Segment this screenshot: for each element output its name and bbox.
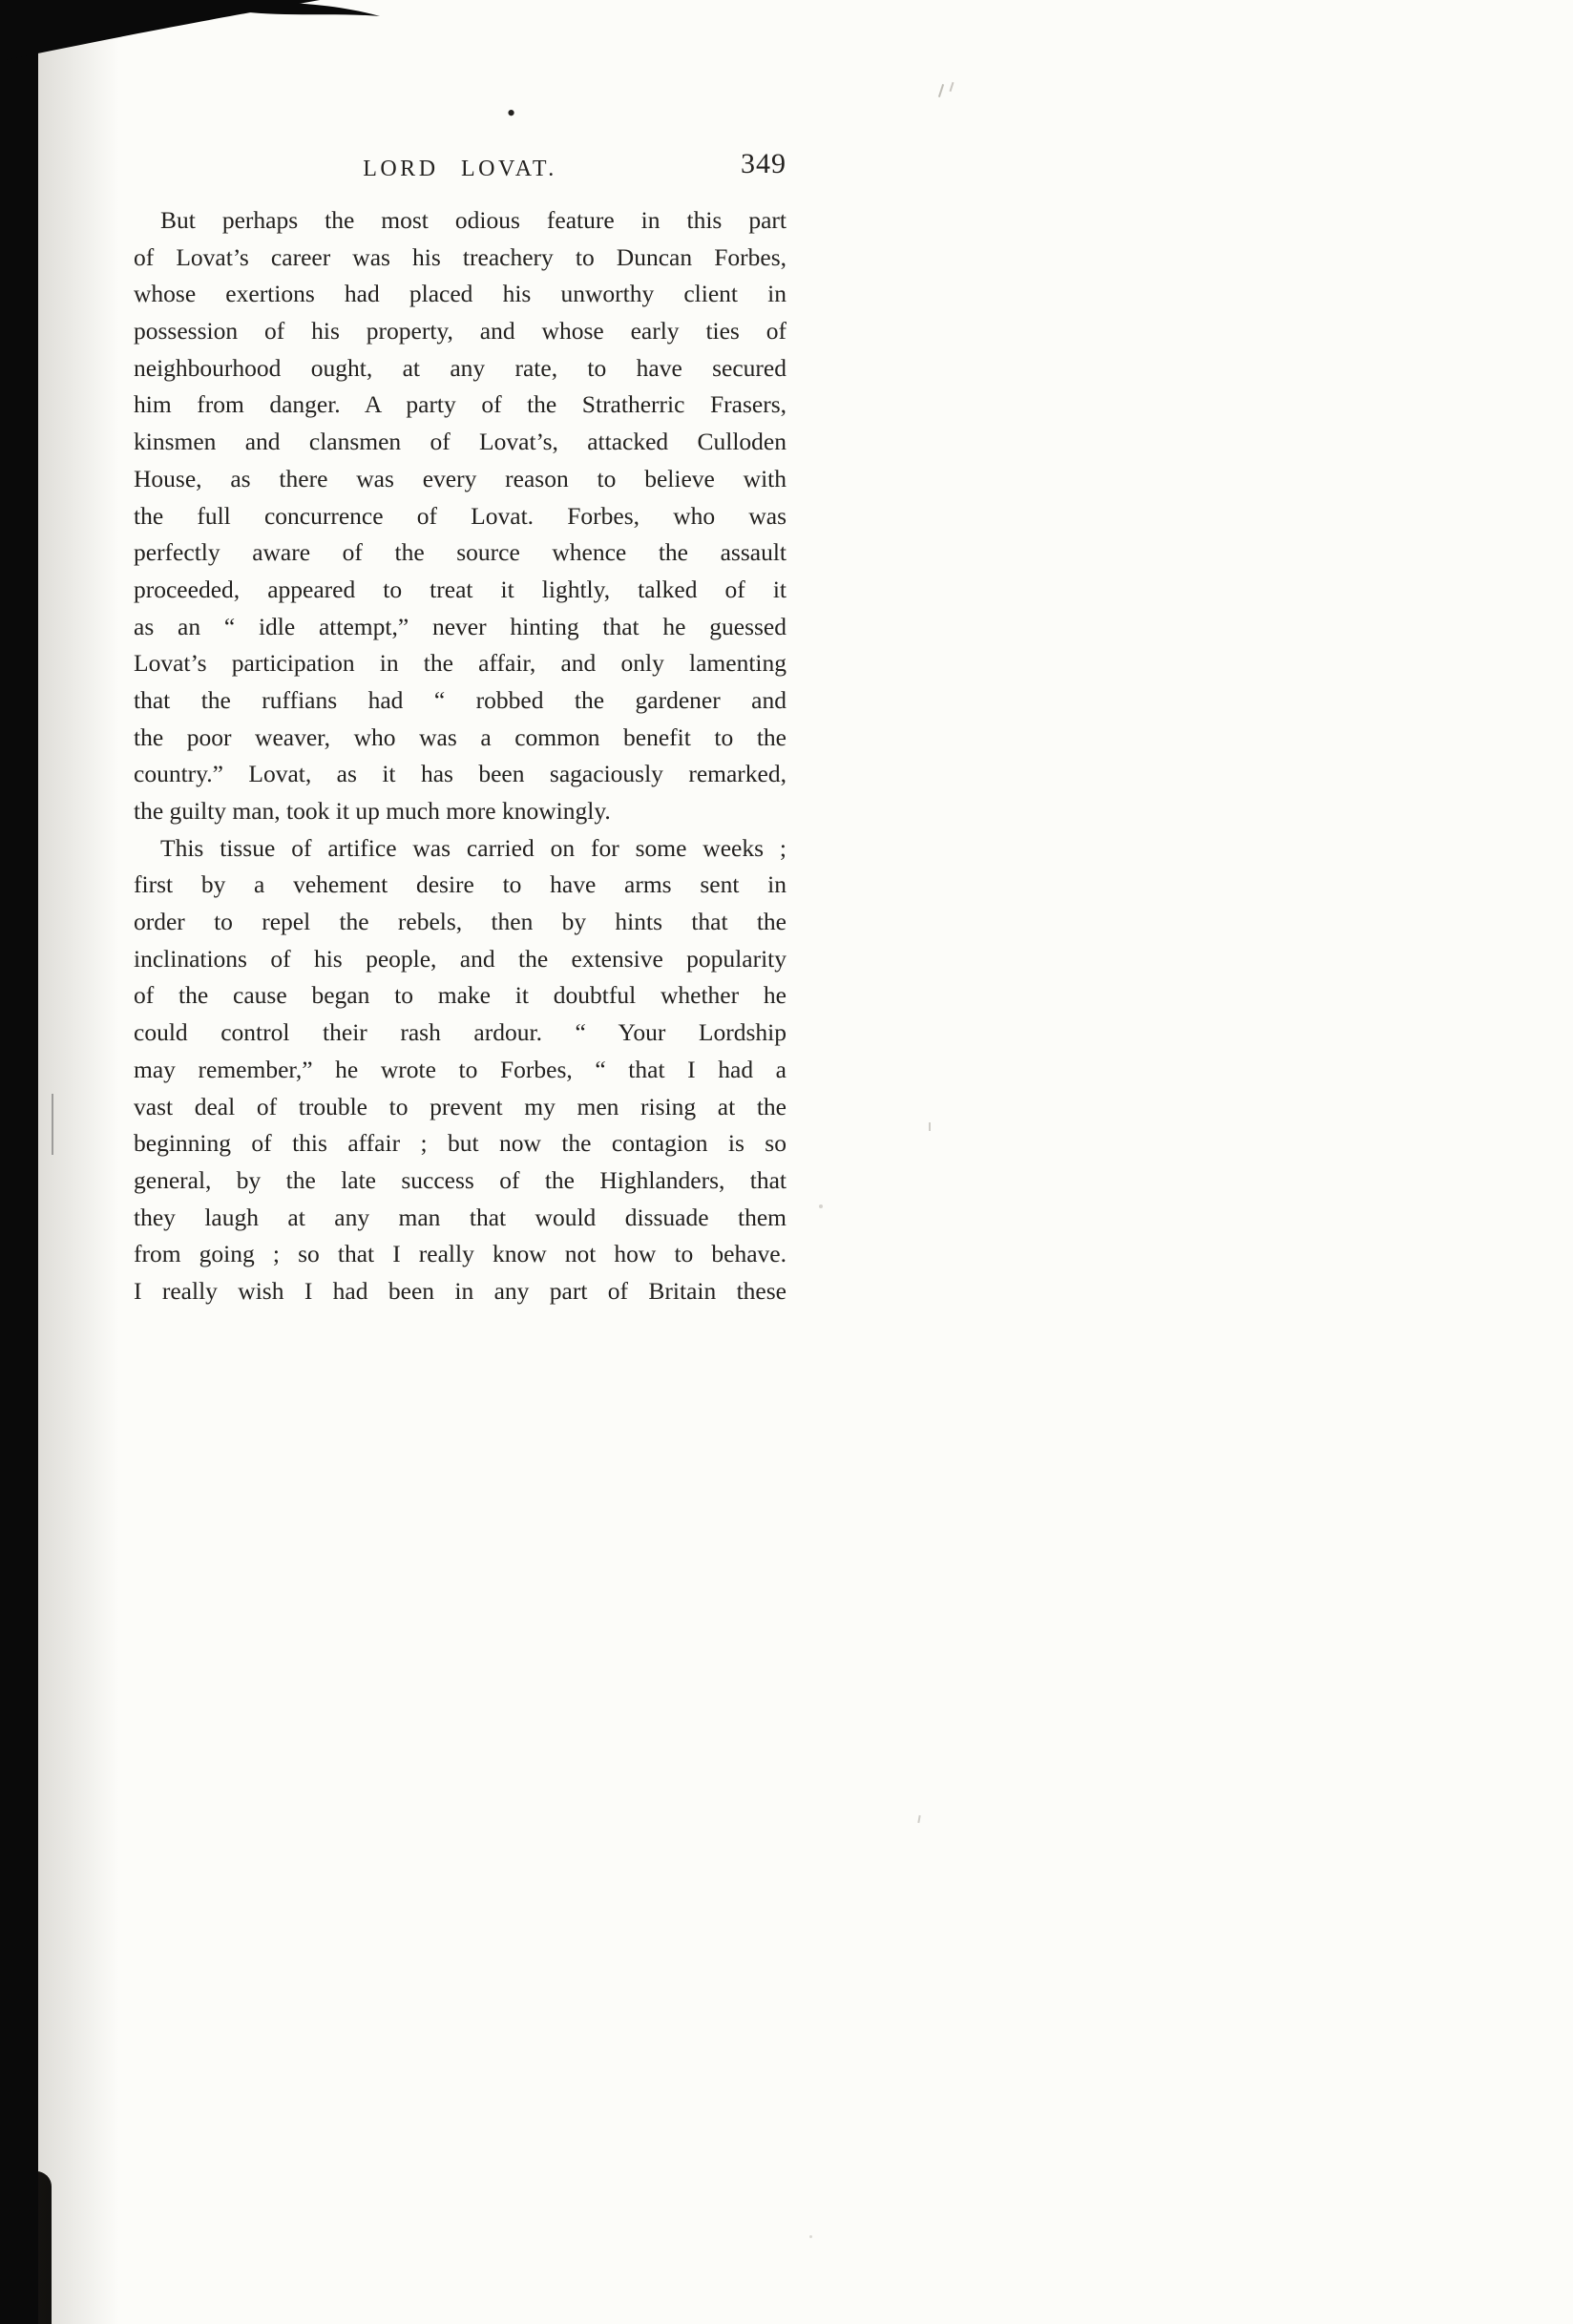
text-line: as an “ idle attempt,” never hinting that he guessed	[134, 612, 786, 640]
text-line: kinsmen and clansmen of Lovat’s, attacked Culloden	[134, 428, 786, 456]
text-line: him from danger. A party of the Stratherric Frasers,	[134, 390, 786, 419]
text-line: that the ruffians had “ robbed the gardener and	[134, 685, 786, 714]
page-number: 349	[741, 148, 786, 179]
text-line: neighbourhood ought, at any rate, to have secured	[134, 353, 786, 382]
paragraph	[134, 830, 786, 1310]
text-line: the guilty man, took it up much more knowingly.	[134, 797, 611, 825]
text-line: country.” Lovat, as it has been sagaciously remarked,	[134, 760, 786, 788]
text-line: could control their rash ardour. “ Your Lordship	[134, 1018, 786, 1047]
text-line: House, as there was every reason to believe with	[134, 464, 786, 492]
text-line: the full concurrence of Lovat. Forbes, who was	[134, 501, 786, 530]
text-line: from going ; so that I really know not how to behave.	[134, 1240, 786, 1268]
text-line: perfectly aware of the source whence the assault	[134, 538, 786, 567]
scan-speck	[938, 84, 944, 97]
text-line: I really wish I had been in any part of Britain these	[134, 1276, 786, 1305]
page-header	[134, 148, 786, 193]
text-line: order to repel the rebels, then by hints that the	[134, 908, 786, 936]
text-line: general, by the late success of the Highlanders, that	[134, 1165, 786, 1194]
text-line: the poor weaver, who was a common benefit to the	[134, 722, 786, 751]
book-binding-edge-bottom	[0, 2171, 52, 2324]
text-line: vast deal of trouble to prevent my men rising at the	[134, 1092, 786, 1120]
page-curl-artifact	[0, 0, 410, 95]
text-line: of the cause began to make it doubtful whether he	[134, 981, 786, 1010]
scan-speck	[52, 1094, 53, 1155]
text-line: beginning of this affair ; but now the contagion is so	[134, 1129, 786, 1158]
text-line: whose exertions had placed his unworthy client in	[134, 280, 786, 308]
text-line: possession of his property, and whose early ties of	[134, 317, 786, 345]
running-title: LORD LOVAT.	[363, 157, 557, 181]
text-line: they laugh at any man that would dissuade them	[134, 1203, 786, 1231]
scan-speck	[809, 2235, 812, 2238]
paragraph	[134, 202, 786, 830]
text-line: first by a vehement desire to have arms sent in	[134, 870, 786, 899]
text-line: This tissue of artifice was carried on for some weeks ;	[160, 833, 786, 862]
gutter-shadow	[38, 0, 119, 2324]
text-line: But perhaps the most odious feature in this part	[160, 206, 786, 234]
text-line: proceeded, appeared to treat it lightly, talked of it	[134, 575, 786, 603]
scan-speck	[950, 82, 954, 92]
text-line: Lovat’s participation in the affair, and only lamenting	[134, 649, 786, 678]
printers-dot: •	[507, 99, 516, 127]
text-line: of Lovat’s career was his treachery to Duncan Forbes,	[134, 242, 786, 271]
text-line: inclinations of his people, and the extensive popularity	[134, 944, 786, 973]
scan-speck	[819, 1204, 823, 1208]
book-binding-edge	[0, 0, 38, 2324]
text-line: may remember,” he wrote to Forbes, “ that I had a	[134, 1055, 786, 1083]
page-body	[134, 202, 786, 1310]
scan-speck	[929, 1122, 931, 1131]
scan-speck	[917, 1815, 920, 1823]
